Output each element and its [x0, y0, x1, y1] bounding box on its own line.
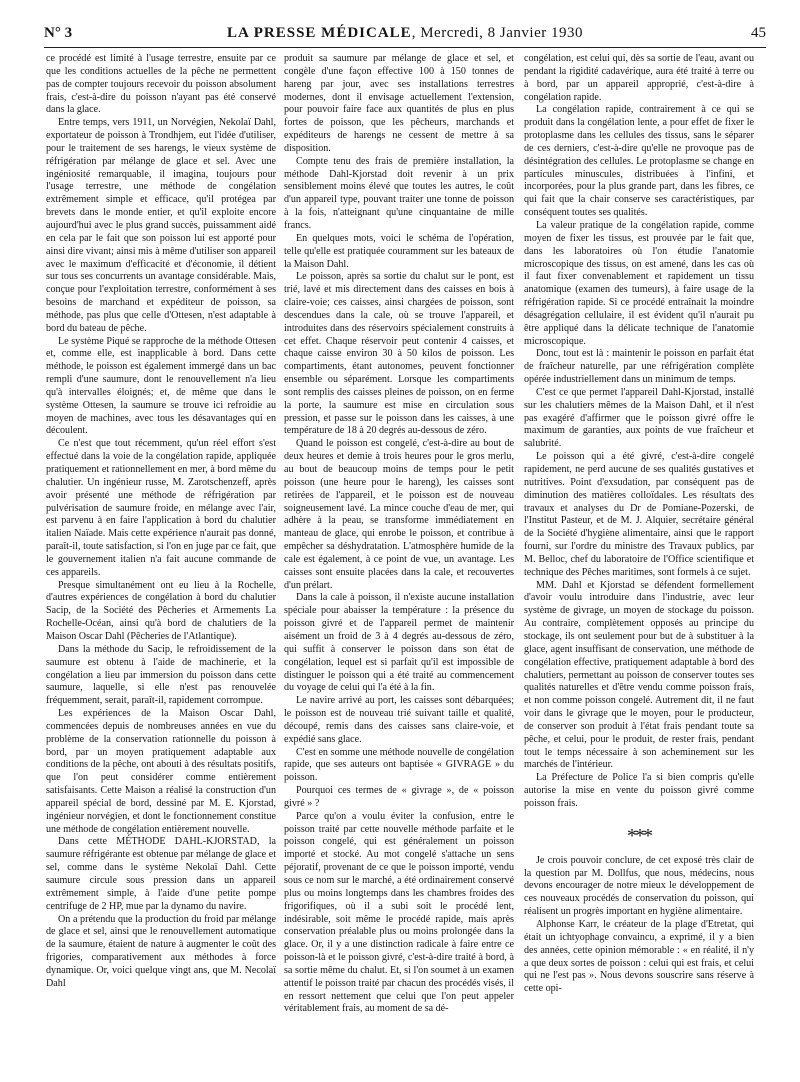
paragraph: produit sa saumure par mélange de glace et sel, et congèle d'une façon effective 100 à 150 tonnes de hareng par jour, avec ses installations terrestres modernes, dont il envisage actuellement l'extension, pour pouvoir faire face aux quantités de plus en plus fortes de poisson, que les pêcheurs, marchands et expéditeurs de harengs ne cessent de mettre à sa disposition. [284, 53, 514, 154]
journal-title: LA PRESSE MÉDICALE [226, 25, 412, 41]
paragraph: Parce qu'on a voulu éviter la confusion, entre le poisson traité par cette nouvelle méthode parfaite et le poisson congelé, qui est généralement un poisson importé et stocké. Au mot congelé s'attache un sens péjoratif, provenant de ce que le poisson importé, vendu sous ce nom sur le marché, a été ordinairement conservé plus ou moins longtemps dans les chambres froides des frigorifiques, où il a subi soit le procédé lent, indésirable, soit même le procédé rapide, mais après conservation préalable plus ou moins prolongée dans la glace. Or, il y a une distinction radicale à faire entre ce poisson-là et le poisson givré, c'est-à-dire traité à bord, à sa sortie même du chalut. Et, si l'on soumet à un examen attentif le poisson traité par chacun des procédés visés, il en ressort nettement que celui que l'on peut appeler véritablement frais, au moment de sa dé- [284, 810, 514, 1015]
paragraph: Les expériences de la Maison Oscar Dahl, commencées depuis de nombreuses années en vue du problème de la conservation rationnelle du poisson à bord, par un moyen pratiquement adaptable aux conditions de la pêche, ont abouti à des résultats positifs, que l'on peut considérer comme entièrement satisfaisants. Cette Maison a réalisé la construction d'un appareil spécial de bord, dessiné par M. E. Kjorstad, ingénieur norvégien, et dont le fonctionnement constitue une méthode de congélation entièrement nouvelle. [46, 708, 276, 835]
paragraph: Presque simultanément ont eu lieu à la Rochelle, d'autres expériences de congélation à bord du chalutier Sacip, de la Société des Pêcheries et Armements La Rochelle-Océan, ainsi qu'à bord de chalutiers de la Maison Oscar Dahl (Pêcheries de l'Atlantique). [46, 579, 276, 642]
column-1 [46, 53, 276, 991]
section-separator: *** [627, 824, 651, 847]
paragraph: Entre temps, vers 1911, un Norvégien, Nekolaï Dahl, exportateur de poisson à Trondhjem, eut l'idée d'utiliser, pour le traitement de ses harengs, le vieux système de réfrigération par mélange de glace et sel. Avec une ingéniosité remarquable, il imagina, toujours pour l'usage terrestre, une méthode de congélation extrêmement simple et efficace, qu'il protégea par brevets dans le monde entier, et qu'il exploite encore aujourd'hui avec le plus grand succès, puissamment aidé en cela par le fait que son poisson lui est apporté pour ainsi dire vivant; ainsi mis à même d'utiliser son appareil avec le maximum d'efficacité et d'économie, il détient sur tous ses concurrents un avantage considérable. Mais, conçue pour l'exploitation terrestre, conformément à ses besoins de marchand et expéditeur de poisson, sa méthode, pas plus que celle d'Ottesen, n'est adaptable à bord du bateau de pêche. [46, 117, 276, 334]
header-rule [44, 47, 766, 48]
paragraph: C'est ce que permet l'appareil Dahl-Kjorstad, installé sur les chalutiers mêmes de la Maison Dahl, et il n'est pas exagéré d'affirmer que le poisson givré offre le maximum de garanties, aux points de vue fraîcheur et salubrité. [524, 386, 754, 450]
paragraph: congélation, est celui qui, dès sa sortie de l'eau, avant ou pendant la rigidité cadavérique, aura été traité à terre ou à bord, par un appareil approprié, c'est-à-dire à congélation rapide. [524, 53, 754, 103]
paragraph: Pourquoi ces termes de « givrage », de « poisson givré » ? [284, 785, 514, 809]
paragraph: On a prétendu que la production du froid par mélange de glace et sel, ainsi que le renouvellement automatique de la saumure, étaient de nature à augmenter le coût des frigories, comparativement aux méthodes à force dynamique. Or, voici quelque vingt ans, que M. Necolaï Dahl [46, 913, 276, 989]
paragraph: Dans cette MÉTHODE DAHL-KJORSTAD, la saumure réfrigérante est obtenue par mélange de glace et sel, comme dans le système Nekolaï Dahl. Cette saumure circule sous pression dans un appareil extrêmement simple, à l'aide d'une petite pompe centrifuge de 2 HP, mue par la dynamo du navire. [46, 836, 276, 912]
page-header [44, 22, 766, 44]
paragraph: Dans la méthode du Sacip, le refroidissement de la saumure est obtenu à l'aide de machinerie, et la congélation a lieu par immersion du poisson dans cette saumure, laquelle, si elle n'est pas renouvelée fréquemment, serait, paraît-il, rapidement corrompue. [46, 643, 276, 707]
paragraph: Le système Piqué se rapproche de la méthode Ottesen et, comme elle, est inapplicable à bord. Dans cette méthode, le poisson est également immergé dans un bac rempli d'une saumure, dont le renouvellement n'a lieu qu'à intervalles éloignés; et, de même que dans le système Ottesen, la saumure se trouve ici refroidie au moyen de machines, avec tous les désavantages qui en découlent. [46, 335, 276, 437]
paragraph: Ce n'est que tout récemment, qu'un réel effort s'est effectué dans la voie de la congélation rapide, appliquée pratiquement et rationnellement en mer, à bord même du chalutier. Un ingénieur russe, M. Zarotschenzeff, après avoir présenté une méthode de réfrigération par pulvérisation de saumure froide, en mélange avec l'air, est parvenu à en faire l'application à bord du chalutier italien Naïade. Mais cette expérience n'aurait pas donné, paraît-il, toute satisfaction, si l'on en juge par ce fait, que le gouvernement italien n'a fait aucune commande de ces appareils. [46, 438, 276, 578]
issue-date: , Mercredi, 8 Janvier 1930 [411, 25, 583, 41]
paragraph: La congélation rapide, contrairement à ce qui se produit dans la congélation lente, a pour effet de fixer le protoplasme dans les cellules des tissus, sans le séparer de ces derniers, c'est-à-dire qu'elle ne provoque pas de désintégration des cellules. Le protoplasme se change en particules minuscules, distribuées à l'infini, et incorporées, pour la plus grande part, dans les fibres, ce qui fait que la chair conserve ses caractéristiques, par conséquent toutes ses qualités. [524, 104, 754, 219]
column-2 [284, 53, 514, 1016]
paragraph: Quand le poisson est congelé, c'est-à-dire au bout de deux heures et demie à trois heures pour le gros merlu, au bout de beaucoup moins de temps pour le petit poisson (une heure pour le hareng), les caisses sont retirées de l'appareil, et le poisson est de nouveau soigneusement lavé. La mince couche d'eau de mer, qui adhère à la peau, se transforme immédiatement en manteau de glace, qui enrobe le poisson, et contribue à empêcher sa déshydratation. L'atmosphère humide de la cale est également, à ce point de vue, un avantage. Les caisses sont ensuite placées dans la cale, et recouvertes d'un prélart. [284, 438, 514, 591]
paragraph: Je crois pouvoir conclure, de cet exposé très clair de la question par M. Dollfus, que nous, médecins, nous devons encourager de notre mieux le développement de ces nouveaux procédés de conservation du poisson, qui réalisent un progrès important en hygiène alimentaire. [524, 854, 754, 918]
paragraph: C'est en somme une méthode nouvelle de congélation rapide, que ses auteurs ont baptisée « GIVRAGE » du poisson. [284, 746, 514, 784]
paragraph: Alphonse Karr, le créateur de la plage d'Etretat, qui était un ichtyophage convaincu, a exprimé, il y a bien des années, cette opinion mémorable : « en réalité, il n'y a que deux sortes de poisson : celui qui est frais, et celui qui ne l'est pas ». Nous devons souscrire sans réserve à cette opi- [524, 919, 754, 995]
issue-number: N° 3 [44, 25, 73, 41]
paragraph: ce procédé est limité à l'usage terrestre, ensuite par ce que les conditions actuelles de la pêche ne permettent pas de compter toujours recevoir du poisson absolument frais, c'est-à-dire du poisson n'ayant pas été conservé dans la glace. [46, 53, 276, 116]
journal-masthead [44, 22, 766, 44]
paragraph: Dans la cale à poisson, il n'existe aucune installation spéciale pour abaisser la température : la présence du poisson givré et de l'appareil permet de maintenir aisément un froid de 3 à 4 degrés au-dessous de zéro, qui suffit à conserver le poisson dans son état de congélation, lequel est si parfait qu'il est impossible de distinguer le poisson qui a été traité au commencement du voyage de celui qui l'a été à la fin. [284, 592, 514, 694]
paragraph: Donc, tout est là : maintenir le poisson en parfait état de fraîcheur naturelle, par une réfrigération complète opérée industriellement dans un minimum de temps. [524, 348, 754, 386]
paragraph: Le poisson, après sa sortie du chalut sur le pont, est trié, lavé et mis directement dans des caisses en bois à claire-voie; ces caisses, ainsi chargées de poisson, sont descendues dans la cale, où se trouve l'appareil, et introduites dans des réservoirs spécialement construits à cet effet. Chaque réservoir peut contenir 4 caisses, et chaque caisse environ 30 à 50 kilos de poisson. Les compartiments, étant autonomes, peuvent fonctionner ensemble ou séparément. Lorsque les compartiments sont remplis des caisses pleines de poisson, on en ferme la porte, la saumure est mise en circulation sous pression, et passe sur le poisson dans les caisses, à une température de 18 à 20 degrés au-dessous de zéro. [284, 271, 514, 437]
paragraph: La valeur pratique de la congélation rapide, comme moyen de fixer les tissus, est prouvée par le fait que, dans les laboratoires où l'on étudie l'anatomie microscopique des tissus, on est amené, dans les cas où il faut fixer convenablement et rapidement un tissu anatomique (examen des tumeurs), à faire usage de la réfrigération rapide. Si ce procédé entraînait la moindre désagrégation cellulaire, il est évident qu'il n'aurait pu être appliqué dans la délicate technique de l'anatomie microscopique. [524, 219, 754, 347]
paragraph: La Préfecture de Police l'a si bien compris qu'elle autorise la mise en vente du poisson givré comme poisson frais. [524, 772, 754, 809]
paragraph: Le poisson qui a été givré, c'est-à-dire congelé rapidement, ne perd aucune de ses qualités gustatives et nutritives. Point d'exsudation, par conséquent pas de diminution des matières colloïdales. Les résultats des travaux et analyses du Dr de Pomiane-Pozerski, de l'Institut Pasteur, et de M. J. Alquier, secrétaire général de la Société d'hygiène alimentaire, ainsi que le rapport fourni, sur l'ordre du ministre des Travaux publics, par M. Belloc, chef du laboratoire de l'Office scientifique et technique des Pêches maritimes, sont formels à ce sujet. [524, 451, 754, 578]
paragraph: MM. Dahl et Kjorstad se défendent formellement d'avoir voulu introduire dans l'industrie, avec leur système de givrage, un moyen de stockage du poisson. Au contraire, complètement opposés au principe du stockage, ils ont seulement pour but de à substituer à la glace, agent insuffisant de conservation, une méthode de congélation effective, pratiquement adaptable à bord des chalutiers, permettant au poisson de conserver toutes ses qualités naturelles et d'être vendu comme poisson frais, et non comme poisson congelé. Autrement dit, il ne faut voir dans le givrage que le moyen, pour le producteur, de conserver son produit à l'état frais pendant toute sa pêche, et celui, pour le produit, de rester frais, pendant tout le temps nécessaire à son acheminement sur les marchés de l'intérieur. [524, 579, 754, 771]
paragraph: En quelques mots, voici le schéma de l'opération, telle qu'elle est pratiquée couramment sur les bateaux de la Maison Dahl. [284, 232, 514, 270]
paragraph: Le navire arrivé au port, les caisses sont débarquées; le poisson est de nouveau trié suivant taille et qualité, découpé, remis dans des caisses sans claire-voie, et expédié sans glace. [284, 695, 514, 745]
column-3 [524, 53, 754, 996]
paragraph: Compte tenu des frais de première installation, la méthode Dahl-Kjorstad doit revenir à un prix sensiblement moins élevé que toutes les autres, le coût d'un appareil type, pouvant traiter une tonne de poisson à la fois, n'atteignant qu'une cinquantaine de mille francs. [284, 155, 514, 231]
page-number: 45 [751, 25, 766, 41]
